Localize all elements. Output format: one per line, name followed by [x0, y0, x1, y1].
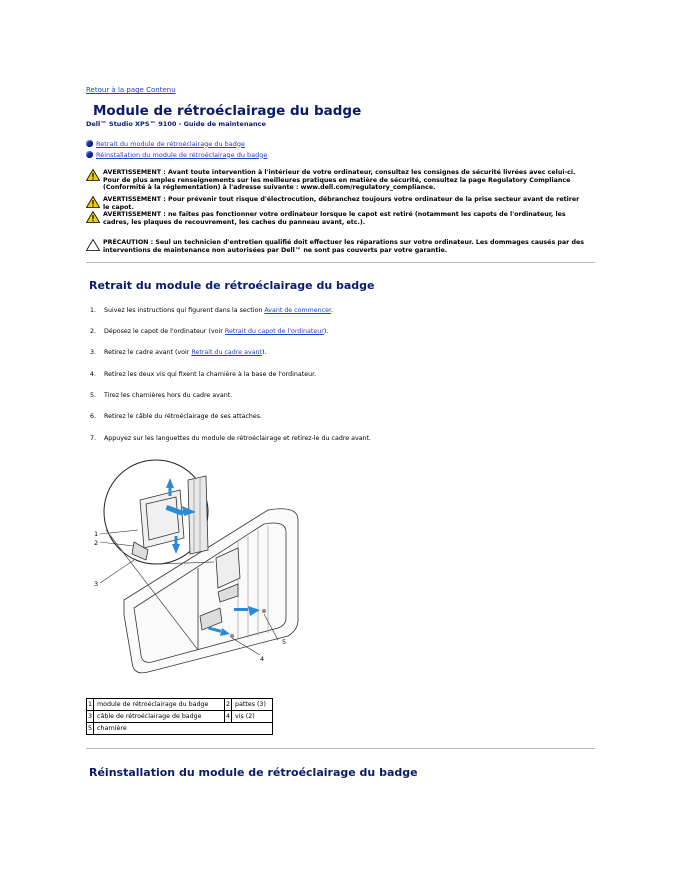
- section-divider: [86, 262, 595, 263]
- warning-icon: [86, 169, 100, 181]
- callout-label: 5: [282, 638, 287, 646]
- toc-link-reinstall[interactable]: Réinstallation du module de rétroéclairage du badge: [96, 150, 268, 159]
- table-cell: 5: [87, 723, 94, 735]
- reinstall-heading: Réinstallation du module de rétroéclairage du badge: [89, 766, 418, 779]
- step-number: 5.: [90, 392, 97, 399]
- caution-text: PRÉCAUTION : Seul un technicien d'entretien qualifié doit effectuer les réparations sur votre ordinateur. Les dommages causés par des interventions de maintenance non autorisées par Dell™ ne sont pas couverts par votre garantie.: [103, 239, 584, 254]
- step-number: 2.: [90, 328, 97, 335]
- step-link-before-you-begin[interactable]: Avant de commencer: [264, 307, 331, 314]
- warning-notice: [86, 211, 586, 226]
- step-text-end: .: [330, 307, 333, 314]
- table-cell: module de rétroéclairage du badge: [94, 699, 225, 711]
- warning-icon: [86, 211, 100, 223]
- callout-label: 1: [94, 530, 99, 538]
- step-item: [90, 328, 570, 335]
- table-row: [87, 699, 273, 711]
- step-item: [90, 413, 570, 420]
- warning-text: AVERTISSEMENT : Avant toute intervention à l'intérieur de votre ordinateur, consultez les consignes de sécurité livrées avec celui-ci. Pour de plus amples renseignements sur les meilleures pratiques en matière de sécurité, consultez la page Regulatory Compliance (Conformité à la réglementation) à l'adresse suivante : www.dell.com/regulatory_compliance.: [103, 169, 576, 192]
- legend-table: [86, 698, 273, 735]
- step-text: Déposez le capot de l'ordinateur (voir: [104, 328, 225, 335]
- caution-icon: [86, 239, 100, 251]
- back-to-contents-link[interactable]: Retour à la page Contenu: [86, 86, 176, 94]
- step-text: Tirez les charnières hors du cadre avant.: [104, 392, 233, 399]
- table-cell: charnière: [94, 723, 273, 735]
- step-text: Appuyez sur les languettes du module de rétroéclairage et retirez-le du cadre avant.: [104, 435, 372, 442]
- toc-item: [86, 138, 267, 149]
- toc-list: [86, 138, 267, 160]
- bullet-icon: [86, 151, 93, 158]
- caution-notice: [86, 239, 586, 254]
- step-text: Retirez les deux vis qui fixent la charnière à la base de l'ordinateur.: [104, 371, 317, 378]
- step-text-end: ).: [323, 328, 329, 335]
- step-link-remove-cover[interactable]: Retrait du capot de l'ordinateur: [224, 328, 324, 335]
- step-number: 7.: [90, 435, 97, 442]
- step-item: [90, 371, 570, 378]
- table-cell: 1: [87, 699, 94, 711]
- step-item: [90, 349, 570, 356]
- table-cell: 3: [87, 711, 94, 723]
- page-subtitle: Dell™ Studio XPS™ 9100 - Guide de maintenance: [86, 120, 266, 128]
- step-item: [90, 435, 570, 442]
- section-divider: [86, 748, 595, 749]
- warning-text: AVERTISSEMENT : ne faites pas fonctionner votre ordinateur lorsque le capot est retiré (notamment les capots de l'ordinateur, les cadres, les plaques de recouvrement, les caches du panneau avant, etc.).: [103, 211, 566, 226]
- warning-notice: [86, 196, 586, 211]
- step-text: Suivez les instructions qui figurent dans la section: [104, 307, 265, 314]
- table-cell: 4: [225, 711, 232, 723]
- badge-backlight-removal-illustration: [88, 450, 308, 685]
- callout-label: 4: [260, 655, 265, 663]
- table-row: [87, 711, 273, 723]
- step-number: 6.: [90, 413, 97, 420]
- step-item: [90, 307, 570, 314]
- step-number: 3.: [90, 349, 97, 356]
- step-item: [90, 392, 570, 399]
- step-link-remove-front-bezel[interactable]: Retrait du cadre avant: [191, 349, 263, 356]
- table-cell: câble de rétroéclairage de badge: [94, 711, 225, 723]
- step-text: Retirez le câble du rétroéclairage de ses attaches.: [104, 413, 263, 420]
- table-cell: 2: [225, 699, 232, 711]
- warning-icon: [86, 196, 100, 208]
- warning-text: AVERTISSEMENT : Pour prévenir tout risque d'électrocution, débranchez toujours votre ordinateur de la prise secteur avant de retirer le capot.: [103, 196, 580, 211]
- bullet-icon: [86, 140, 93, 147]
- callout-label: 3: [94, 580, 99, 588]
- step-text-end: ).: [262, 349, 267, 356]
- step-text: Retirez le cadre avant (voir: [104, 349, 192, 356]
- table-cell: pattes (3): [232, 699, 273, 711]
- step-number: 1.: [90, 307, 97, 314]
- table-row: [87, 723, 273, 735]
- warning-notice: [86, 169, 586, 192]
- toc-item: [86, 149, 267, 160]
- removal-heading: Retrait du module de rétroéclairage du badge: [89, 279, 375, 292]
- toc-link-removal[interactable]: Retrait du module de rétroéclairage du badge: [96, 139, 246, 148]
- callout-label: 2: [94, 539, 99, 547]
- table-cell: vis (2): [232, 711, 273, 723]
- page-title: Module de rétroéclairage du badge: [93, 103, 362, 119]
- step-number: 4.: [90, 371, 97, 378]
